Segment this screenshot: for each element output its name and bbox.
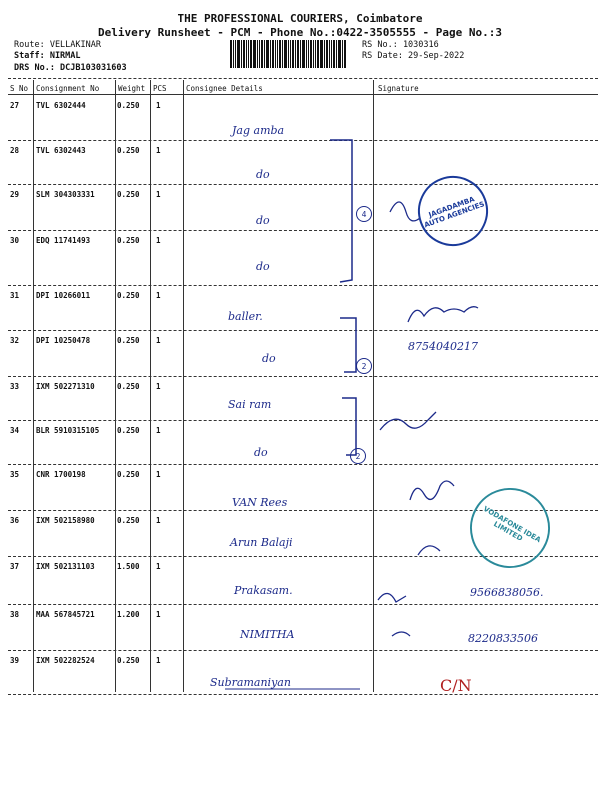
row-pcs: 1 xyxy=(156,610,161,619)
row-pcs: 1 xyxy=(156,336,161,345)
row-consignee-handwritten: do xyxy=(256,168,270,181)
row-weight: 0.250 xyxy=(117,426,140,435)
row-signature-handwritten: 9566838056. xyxy=(470,586,544,599)
row-weight: 0.250 xyxy=(117,190,140,199)
row-signature-handwritten: 8220833506 xyxy=(468,632,538,645)
row-sno: 35 xyxy=(10,470,20,479)
count-circle: 4 xyxy=(356,206,372,222)
col-header-sno: S No xyxy=(10,84,29,93)
col-header-signature: Signature xyxy=(378,84,419,93)
row-consignee-handwritten: NIMITHA xyxy=(240,628,295,641)
row-consignee-handwritten: baller. xyxy=(228,310,263,323)
row-consignment-no: IXM 502131103 xyxy=(36,562,95,571)
col-header-pcs: PCS xyxy=(153,84,167,93)
row-pcs: 1 xyxy=(156,516,161,525)
rs-number: RS No.: 1030316 xyxy=(362,40,439,50)
company-title: THE PROFESSIONAL COURIERS, Coimbatore xyxy=(177,12,423,25)
runsheet-subtitle: Delivery Runsheet - PCM - Phone No.:0422-3505555 - Page No.:3 xyxy=(98,26,502,39)
row-weight: 0.250 xyxy=(117,516,140,525)
row-consignee-handwritten: VAN Rees xyxy=(232,496,288,509)
row-consignee-handwritten: do xyxy=(256,260,270,273)
row-weight: 0.250 xyxy=(117,382,140,391)
row-consignment-no: TVL 6302443 xyxy=(36,146,86,155)
col-header-consignment: Consignment No xyxy=(36,84,100,93)
row-sno: 29 xyxy=(10,190,20,199)
row-consignment-no: DPI 10250478 xyxy=(36,336,91,345)
row-sno: 30 xyxy=(10,236,20,245)
row-signature-handwritten: 8754040217 xyxy=(408,340,478,353)
route-label: Route: VELLAKINAR xyxy=(14,40,101,50)
row-consignment-no: IXM 502282524 xyxy=(36,656,95,665)
vodafone-stamp: VODAFONE IDEA LIMITED xyxy=(455,473,564,582)
row-consignee-handwritten: do xyxy=(262,352,276,365)
row-consignment-no: IXM 502158980 xyxy=(36,516,95,525)
row-weight: 1.500 xyxy=(117,562,140,571)
row-pcs: 1 xyxy=(156,236,161,245)
row-consignment-no: MAA 567845721 xyxy=(36,610,95,619)
row-pcs: 1 xyxy=(156,382,161,391)
count-circle: 2 xyxy=(350,448,366,464)
staff-label: Staff: NIRMAL xyxy=(14,51,81,61)
row-pcs: 1 xyxy=(156,190,161,199)
row-consignment-no: EDQ 11741493 xyxy=(36,236,91,245)
row-consignee-handwritten: Subramaniyan xyxy=(210,676,291,689)
row-weight: 0.250 xyxy=(117,470,140,479)
row-consignee-handwritten: do xyxy=(254,446,268,459)
row-consignee-handwritten: Jag amba xyxy=(232,124,285,137)
row-weight: 0.250 xyxy=(117,656,140,665)
row-weight: 1.200 xyxy=(117,610,140,619)
row-weight: 0.250 xyxy=(117,146,140,155)
row-sno: 33 xyxy=(10,382,20,391)
row-consignment-no: DPI 10266011 xyxy=(36,291,91,300)
row-pcs: 1 xyxy=(156,146,161,155)
row-consignment-no: SLM 304303331 xyxy=(36,190,95,199)
jagadamba-stamp: JAGADAMBA AUTO AGENCIES xyxy=(408,166,498,256)
row-consignee-handwritten: Prakasam. xyxy=(234,584,293,597)
row-sno: 31 xyxy=(10,291,20,300)
row-weight: 0.250 xyxy=(117,291,140,300)
row-pcs: 1 xyxy=(156,562,161,571)
row-pcs: 1 xyxy=(156,470,161,479)
row-consignee-handwritten: Sai ram xyxy=(228,398,272,411)
row-sno: 28 xyxy=(10,146,20,155)
row-sno: 37 xyxy=(10,562,20,571)
row-sno: 32 xyxy=(10,336,20,345)
row-consignee-handwritten: Arun Balaji xyxy=(230,536,293,549)
rs-date: RS Date: 29-Sep-2022 xyxy=(362,51,465,61)
col-header-consignee: Consignee Details xyxy=(186,84,263,93)
row-sno: 36 xyxy=(10,516,20,525)
row-weight: 0.250 xyxy=(117,101,140,110)
row-sno: 39 xyxy=(10,656,20,665)
row-consignment-no: BLR 5910315105 xyxy=(36,426,100,435)
row-pcs: 1 xyxy=(156,291,161,300)
row-pcs: 1 xyxy=(156,426,161,435)
row-sno: 27 xyxy=(10,101,20,110)
row-pcs: 1 xyxy=(156,656,161,665)
drs-number: DRS No.: DCJB103031603 xyxy=(14,63,127,73)
row-sno: 38 xyxy=(10,610,20,619)
row-weight: 0.250 xyxy=(117,336,140,345)
row-signature-handwritten: C/N xyxy=(440,676,472,695)
row-consignment-no: CNR 1700198 xyxy=(36,470,86,479)
row-weight: 0.250 xyxy=(117,236,140,245)
row-consignment-no: TVL 6302444 xyxy=(36,101,86,110)
row-consignment-no: IXM 502271310 xyxy=(36,382,95,391)
count-circle: 2 xyxy=(356,358,372,374)
row-consignee-handwritten: do xyxy=(256,214,270,227)
row-sno: 34 xyxy=(10,426,20,435)
col-header-weight: Weight xyxy=(118,84,146,93)
row-pcs: 1 xyxy=(156,101,161,110)
